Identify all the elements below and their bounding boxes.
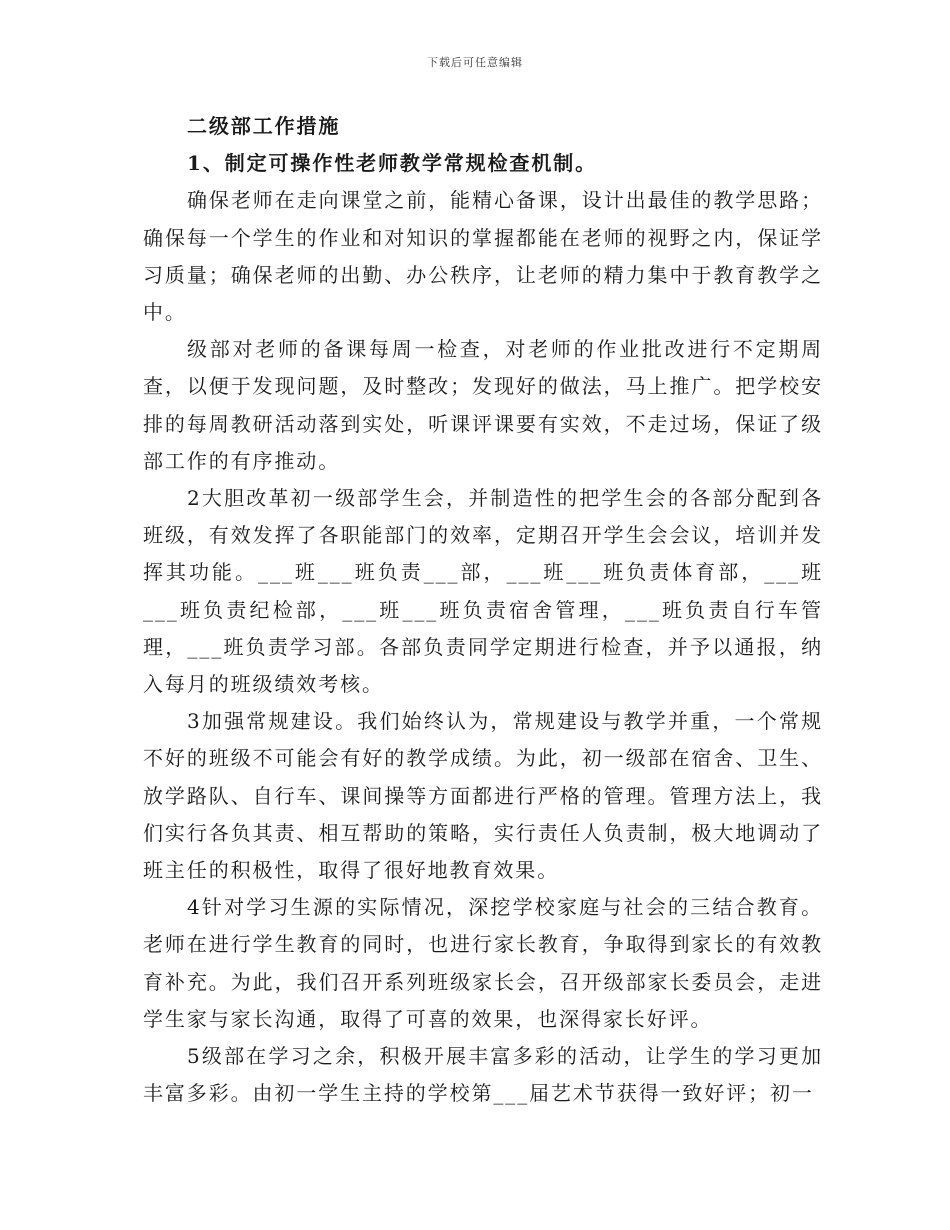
- paragraph: 3加强常规建设。我们始终认为，常规建设与教学并重，一个常规不好的班级不可能会有好的教学成绩。为此，初一级部在宿舍、卫生、放学路队、自行车、课间操等方面都进行严格的管理。管理方法上，我们实行各负其责、相互帮助的策略，实行责任人负责制，极大地调动了班主任的积极性，取得了很好地教育效果。: [143, 709, 823, 883]
- subsection-title: 1、制定可操作性老师教学常规检查机制。: [187, 151, 598, 176]
- section-title: 二级部工作措施: [187, 114, 341, 138]
- paragraph: 级部对老师的备课每周一检查，对老师的作业批改进行不定期周查，以便于发现问题，及时整改；发现好的做法，马上推广。把学校安排的每周教研活动落到实处，听课评课要有实效，不走过场，保证了级部工作的有序推动。: [143, 337, 823, 473]
- page-header: 下载后可任意编辑: [427, 56, 523, 69]
- paragraph: 5级部在学习之余，积极开展丰富多彩的活动，让学生的学习更加丰富多彩。由初一学生主持的学校第___届艺术节获得一致好评；初一: [143, 1044, 823, 1106]
- paragraph: 4针对学习生源的实际情况，深挖学校家庭与社会的三结合教育。老师在进行学生教育的同时，也进行家长教育，争取得到家长的有效教育补充。为此，我们召开系列班级家长会，召开级部家长委员会，走进学生家与家长沟通，取得了可喜的效果，也深得家长好评。: [143, 895, 823, 1031]
- paragraph: 确保老师在走向课堂之前，能精心备课，设计出最佳的教学思路；确保每一个学生的作业和对知识的掌握都能在老师的视野之内，保证学习质量；确保老师的出勤、办公秩序，让老师的精力集中于教育教学之中。: [143, 188, 823, 325]
- document-body: [143, 108, 823, 1112]
- paragraph: 2大胆改革初一级部学生会，并制造性的把学生会的各部分配到各班级，有效发挥了各职能部门的效率，定期召开学生会会议，培训并发挥其功能。___班___班负责___部，___班___班负责体育部，___班___班负责纪检部，___班___班负责宿舍管理，___班负责自行车管理，___班负责学习部。各部负责同学定期进行检查，并予以通报，纳入每月的班级绩效考核。: [143, 486, 823, 697]
